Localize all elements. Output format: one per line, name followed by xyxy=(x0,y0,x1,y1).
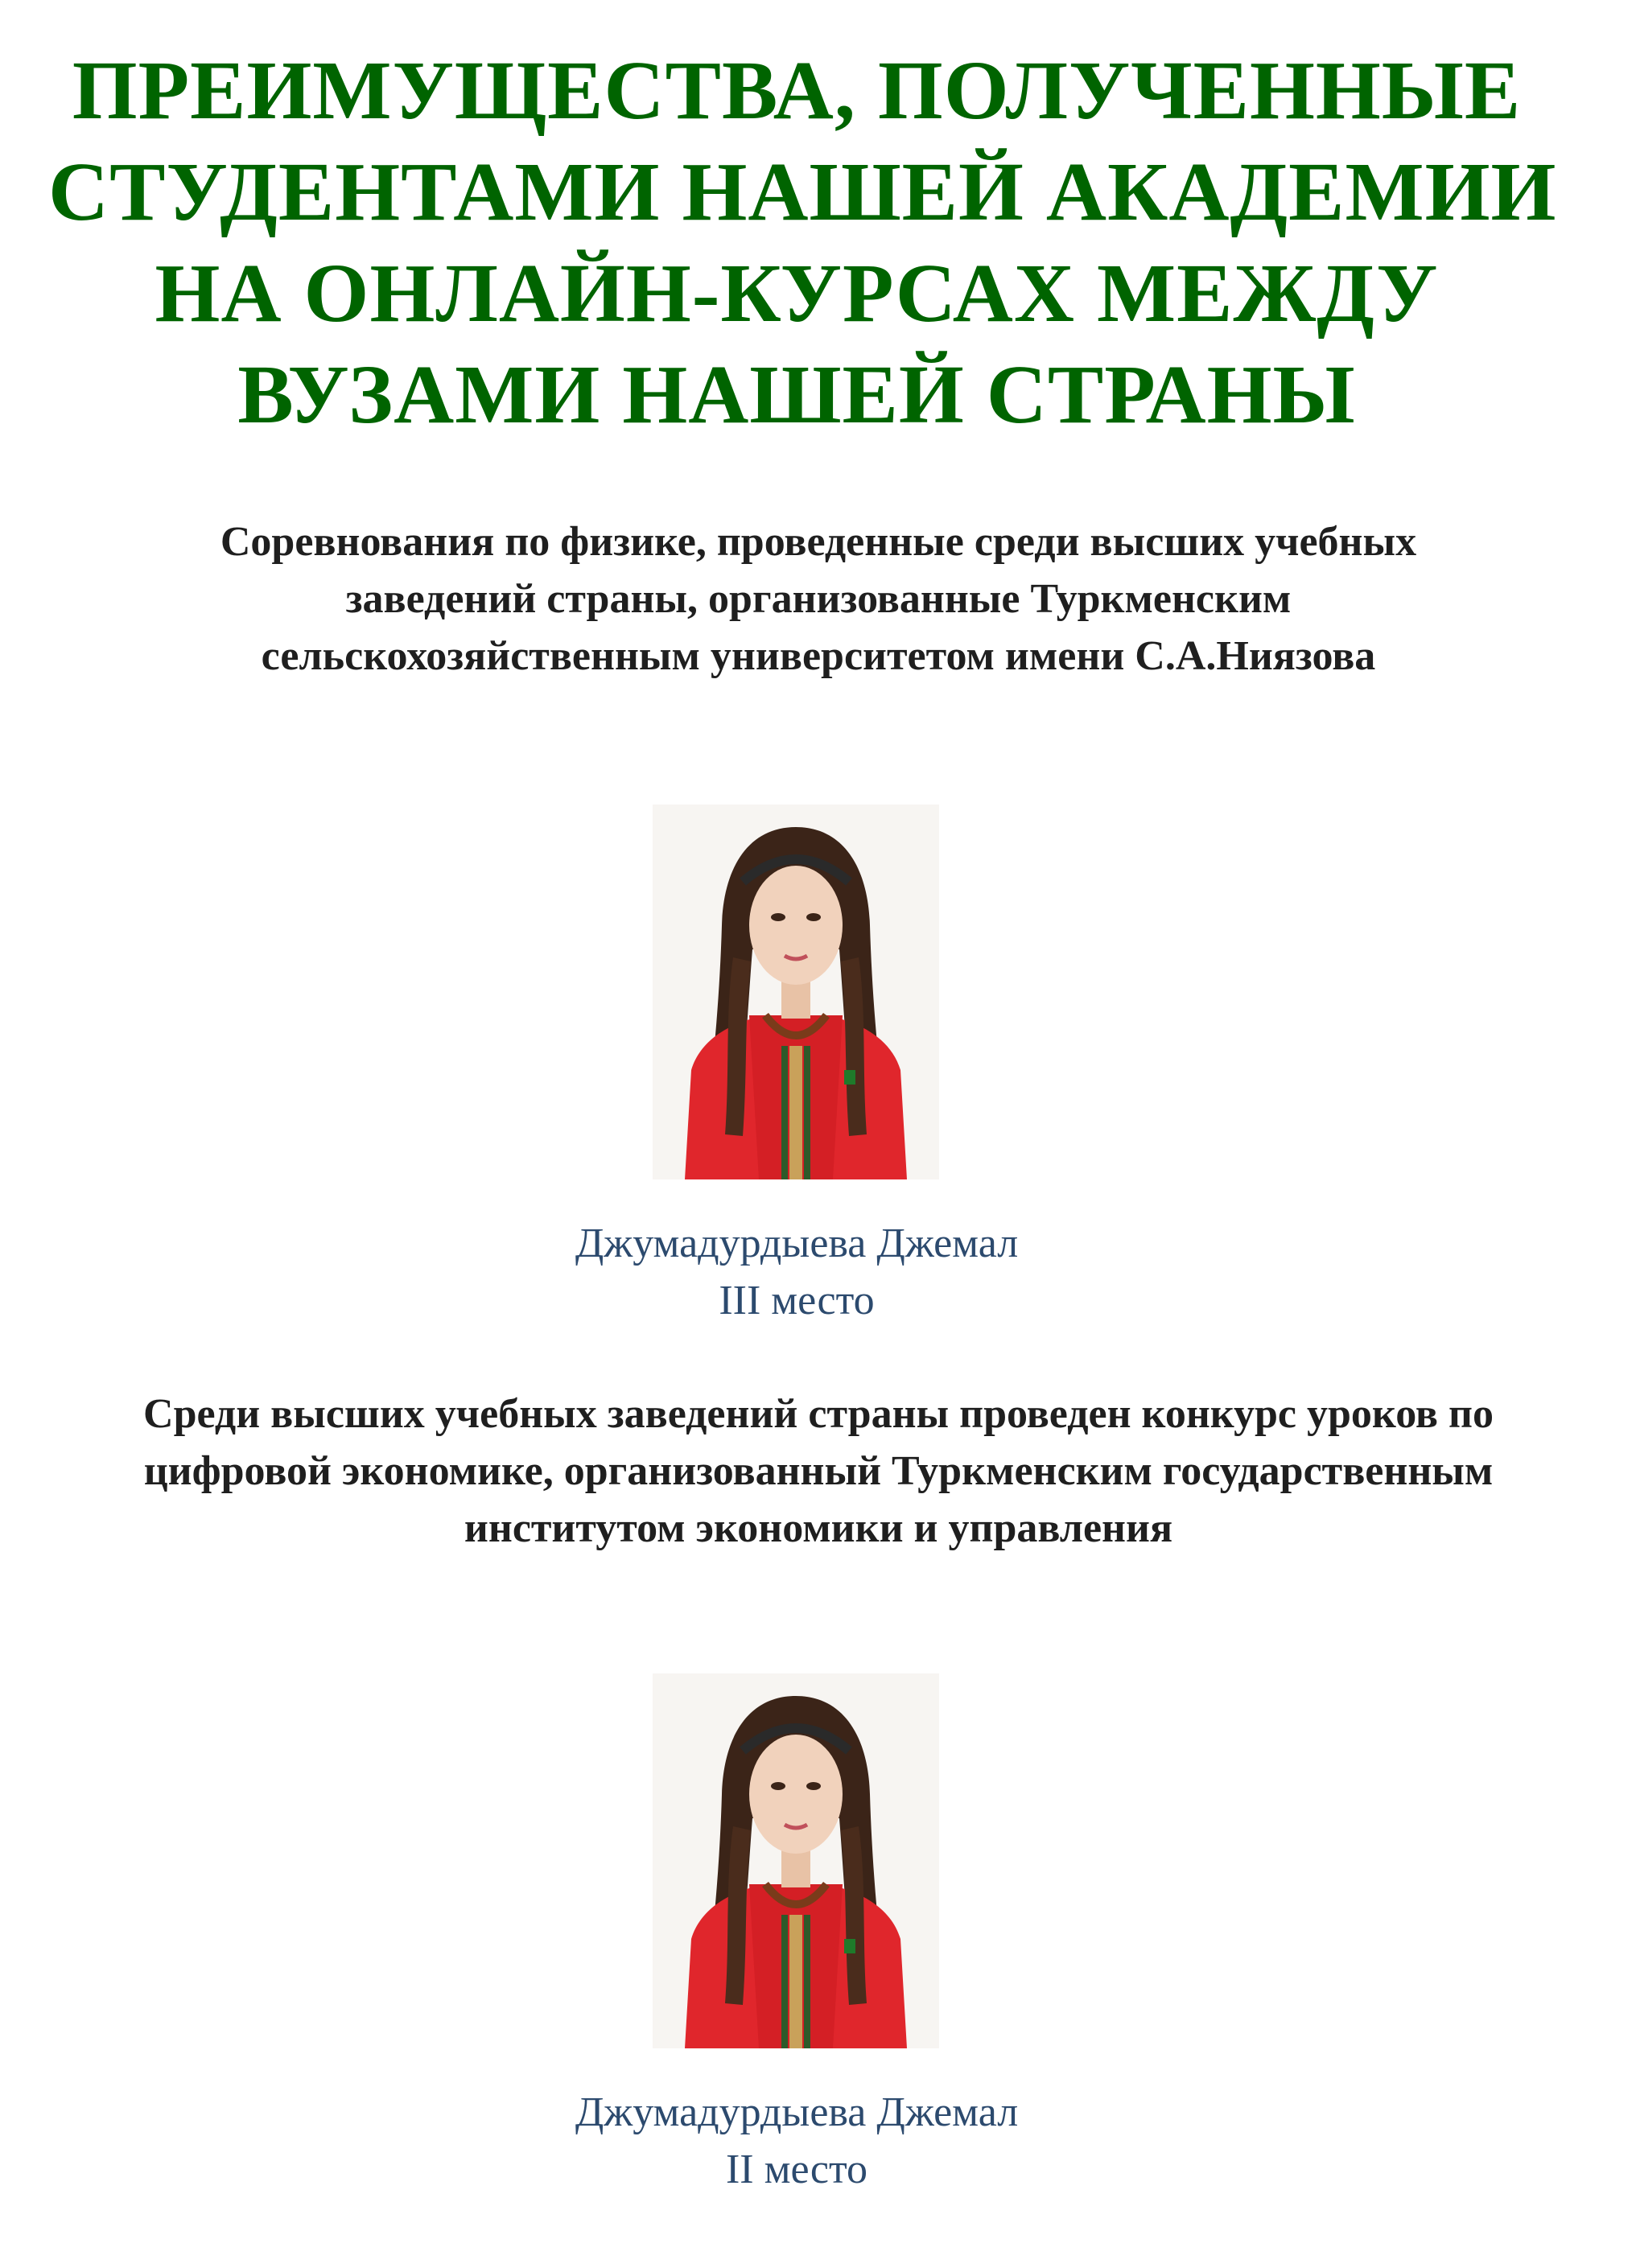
student-name: Джумадурдыева Джемал xyxy=(575,2089,1019,2135)
section-heading-line: Соревнования по физике, проведенные среди высших учебных xyxy=(220,519,1417,565)
section-heading-line: институтом экономики и управления xyxy=(464,1505,1173,1551)
title-line: НА ОНЛАЙН-КУРСАХ МЕЖДУ xyxy=(155,247,1439,340)
title-line: ПРЕИМУЩЕСТВА, ПОЛУЧЕННЫЕ xyxy=(72,44,1522,137)
section-heading-line: Среди высших учебных заведений страны проведен конкурс уроков по xyxy=(143,1391,1494,1437)
title-line: ВУЗАМИ НАШЕЙ СТРАНЫ xyxy=(237,348,1356,441)
student-caption xyxy=(0,1215,1593,1329)
student-portrait-icon xyxy=(653,1673,939,2048)
student-photo xyxy=(653,1673,939,2048)
student-caption xyxy=(0,2084,1593,2198)
student-place: III место xyxy=(719,1278,875,1323)
section-heading-line: сельскохозяйственным университетом имени С.А.Ниязова xyxy=(261,633,1376,679)
section-heading xyxy=(30,1385,1607,1557)
student-name: Джумадурдыева Джемал xyxy=(575,1220,1019,1266)
page-title xyxy=(48,40,1557,446)
student-photo xyxy=(653,805,939,1179)
section-heading xyxy=(30,513,1607,685)
student-portrait-icon xyxy=(653,805,939,1179)
title-line: СТУДЕНТАМИ НАШЕЙ АКАДЕМИИ xyxy=(48,146,1557,238)
student-place: II место xyxy=(725,2147,868,2192)
section-heading-line: заведений страны, организованные Туркменским xyxy=(345,576,1292,622)
section-heading-line: цифровой экономике, организованный Туркменским государственным xyxy=(143,1448,1494,1494)
